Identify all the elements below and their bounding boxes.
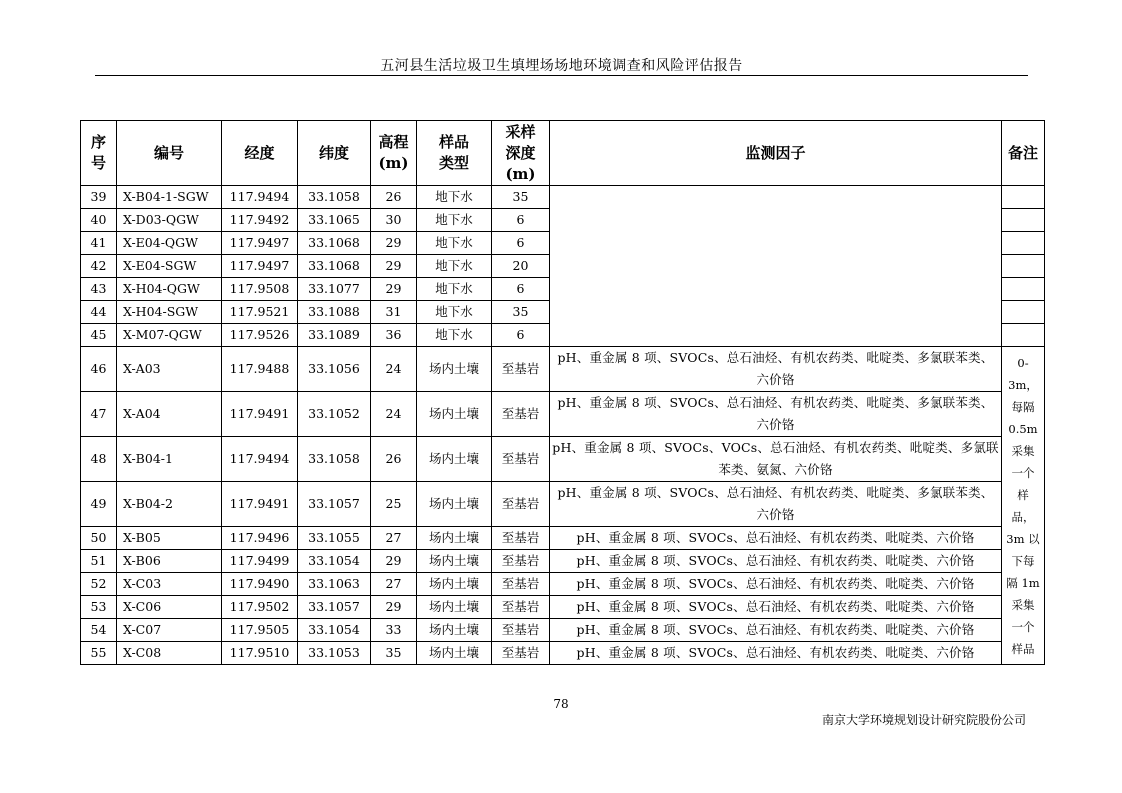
cell-type: 地下水 [417, 324, 492, 347]
cell-note-empty [1002, 324, 1045, 347]
cell-lat: 33.1088 [298, 301, 371, 324]
cell-lat: 33.1054 [298, 550, 371, 573]
cell-seq: 50 [81, 527, 117, 550]
cell-lat: 33.1052 [298, 392, 371, 437]
cell-elev: 29 [371, 278, 417, 301]
table-row [81, 392, 1045, 437]
cell-type: 场内土壤 [417, 642, 492, 665]
cell-depth: 6 [492, 232, 550, 255]
cell-seq: 39 [81, 186, 117, 209]
cell-seq: 45 [81, 324, 117, 347]
cell-seq: 43 [81, 278, 117, 301]
table-row [81, 642, 1045, 665]
cell-note-empty [1002, 278, 1045, 301]
cell-elev: 24 [371, 392, 417, 437]
cell-lat: 33.1054 [298, 619, 371, 642]
cell-code: X-C03 [117, 573, 222, 596]
cell-type: 场内土壤 [417, 482, 492, 527]
cell-factors-empty [550, 186, 1002, 347]
cell-lat: 33.1065 [298, 209, 371, 232]
table-row [81, 437, 1045, 482]
cell-type: 场内土壤 [417, 437, 492, 482]
cell-lon: 117.9510 [222, 642, 298, 665]
cell-seq: 47 [81, 392, 117, 437]
cell-elev: 29 [371, 596, 417, 619]
cell-elev: 27 [371, 527, 417, 550]
cell-lat: 33.1056 [298, 347, 371, 392]
cell-lat: 33.1077 [298, 278, 371, 301]
cell-depth: 至基岩 [492, 392, 550, 437]
cell-lon: 117.9497 [222, 255, 298, 278]
cell-code: X-B05 [117, 527, 222, 550]
cell-type: 场内土壤 [417, 347, 492, 392]
col-header-lon: 经度 [222, 121, 298, 186]
cell-code: X-A03 [117, 347, 222, 392]
cell-lat: 33.1058 [298, 186, 371, 209]
cell-lon: 117.9526 [222, 324, 298, 347]
cell-elev: 29 [371, 232, 417, 255]
cell-type: 场内土壤 [417, 550, 492, 573]
cell-factors: pH、重金属 8 项、SVOCs、总石油烃、有机农药类、吡啶类、六价铬 [550, 619, 1002, 642]
cell-elev: 30 [371, 209, 417, 232]
cell-depth: 至基岩 [492, 347, 550, 392]
table-row [81, 186, 1045, 209]
cell-seq: 52 [81, 573, 117, 596]
cell-factors: pH、重金属 8 项、SVOCs、总石油烃、有机农药类、吡啶类、六价铬 [550, 573, 1002, 596]
col-header-lat: 纬度 [298, 121, 371, 186]
cell-type: 地下水 [417, 209, 492, 232]
cell-seq: 51 [81, 550, 117, 573]
page-header-title: 五河县生活垃圾卫生填埋场场地环境调查和风险评估报告 [380, 58, 743, 74]
sampling-table [80, 120, 1045, 665]
table-row [81, 482, 1045, 527]
cell-note: 0- 3m， 每隔 0.5m 采集 一个 样 品， 3m 以 下每 隔 1m 采集 一个 样品 [1002, 347, 1045, 665]
footer-organization: 南京大学环境规划设计研究院股份公司 [821, 713, 1026, 727]
cell-depth: 至基岩 [492, 482, 550, 527]
cell-depth: 35 [492, 301, 550, 324]
cell-code: X-D03-QGW [117, 209, 222, 232]
cell-elev: 36 [371, 324, 417, 347]
table-row [81, 347, 1045, 392]
cell-note-empty [1002, 232, 1045, 255]
cell-elev: 24 [371, 347, 417, 392]
cell-factors: pH、重金属 8 项、SVOCs、总石油烃、有机农药类、吡啶类、六价铬 [550, 527, 1002, 550]
cell-code: X-M07-QGW [117, 324, 222, 347]
cell-lat: 33.1057 [298, 482, 371, 527]
table-row [81, 573, 1045, 596]
cell-code: X-H04-QGW [117, 278, 222, 301]
cell-code: X-C08 [117, 642, 222, 665]
cell-code: X-B04-2 [117, 482, 222, 527]
cell-elev: 25 [371, 482, 417, 527]
cell-lat: 33.1055 [298, 527, 371, 550]
cell-seq: 53 [81, 596, 117, 619]
cell-code: X-E04-SGW [117, 255, 222, 278]
header-divider [95, 75, 1028, 76]
cell-lat: 33.1053 [298, 642, 371, 665]
cell-type: 场内土壤 [417, 573, 492, 596]
cell-factors: pH、重金属 8 项、SVOCs、VOCs、总石油烃、有机农药类、吡啶类、多氯联苯类、氨氮、六价铬 [550, 437, 1002, 482]
cell-lon: 117.9497 [222, 232, 298, 255]
cell-lon: 117.9521 [222, 301, 298, 324]
col-header-factors: 监测因子 [550, 121, 1002, 186]
cell-depth: 至基岩 [492, 527, 550, 550]
cell-lon: 117.9505 [222, 619, 298, 642]
cell-code: X-H04-SGW [117, 301, 222, 324]
cell-lon: 117.9496 [222, 527, 298, 550]
cell-lon: 117.9492 [222, 209, 298, 232]
page-number: 78 [553, 697, 569, 711]
cell-elev: 27 [371, 573, 417, 596]
cell-elev: 31 [371, 301, 417, 324]
cell-code: X-C07 [117, 619, 222, 642]
cell-elev: 26 [371, 437, 417, 482]
cell-elev: 35 [371, 642, 417, 665]
cell-note-empty [1002, 301, 1045, 324]
table-row [81, 527, 1045, 550]
cell-code: X-B04-1 [117, 437, 222, 482]
cell-lon: 117.9499 [222, 550, 298, 573]
cell-code: X-A04 [117, 392, 222, 437]
col-header-type: 样品 类型 [417, 121, 492, 186]
cell-factors: pH、重金属 8 项、SVOCs、总石油烃、有机农药类、吡啶类、六价铬 [550, 642, 1002, 665]
table-row [81, 550, 1045, 573]
cell-seq: 55 [81, 642, 117, 665]
cell-seq: 46 [81, 347, 117, 392]
cell-seq: 44 [81, 301, 117, 324]
cell-seq: 54 [81, 619, 117, 642]
cell-depth: 6 [492, 278, 550, 301]
cell-code: X-B06 [117, 550, 222, 573]
cell-factors: pH、重金属 8 项、SVOCs、总石油烃、有机农药类、吡啶类、多氯联苯类、六价铬 [550, 482, 1002, 527]
cell-lon: 117.9488 [222, 347, 298, 392]
cell-type: 场内土壤 [417, 596, 492, 619]
cell-lon: 117.9508 [222, 278, 298, 301]
cell-lon: 117.9491 [222, 392, 298, 437]
cell-depth: 至基岩 [492, 437, 550, 482]
cell-note-empty [1002, 186, 1045, 209]
cell-code: X-C06 [117, 596, 222, 619]
cell-lat: 33.1057 [298, 596, 371, 619]
cell-elev: 26 [371, 186, 417, 209]
cell-lat: 33.1068 [298, 255, 371, 278]
cell-depth: 6 [492, 324, 550, 347]
cell-type: 地下水 [417, 232, 492, 255]
cell-factors: pH、重金属 8 项、SVOCs、总石油烃、有机农药类、吡啶类、多氯联苯类、六价铬 [550, 347, 1002, 392]
cell-seq: 42 [81, 255, 117, 278]
cell-lon: 117.9491 [222, 482, 298, 527]
cell-lon: 117.9494 [222, 437, 298, 482]
cell-factors: pH、重金属 8 项、SVOCs、总石油烃、有机农药类、吡啶类、多氯联苯类、六价铬 [550, 392, 1002, 437]
cell-code: X-B04-1-SGW [117, 186, 222, 209]
cell-note-empty [1002, 255, 1045, 278]
cell-factors: pH、重金属 8 项、SVOCs、总石油烃、有机农药类、吡啶类、六价铬 [550, 596, 1002, 619]
cell-lon: 117.9490 [222, 573, 298, 596]
cell-seq: 41 [81, 232, 117, 255]
table-row [81, 596, 1045, 619]
cell-lat: 33.1089 [298, 324, 371, 347]
col-header-seq: 序 号 [81, 121, 117, 186]
cell-elev: 29 [371, 550, 417, 573]
cell-seq: 48 [81, 437, 117, 482]
col-header-elev: 高程 (m) [371, 121, 417, 186]
cell-depth: 至基岩 [492, 642, 550, 665]
col-header-note: 备注 [1002, 121, 1045, 186]
cell-depth: 至基岩 [492, 596, 550, 619]
cell-type: 地下水 [417, 186, 492, 209]
cell-type: 场内土壤 [417, 619, 492, 642]
cell-seq: 49 [81, 482, 117, 527]
cell-lat: 33.1068 [298, 232, 371, 255]
cell-seq: 40 [81, 209, 117, 232]
cell-type: 地下水 [417, 301, 492, 324]
cell-elev: 33 [371, 619, 417, 642]
cell-type: 场内土壤 [417, 392, 492, 437]
table-row [81, 619, 1045, 642]
cell-elev: 29 [371, 255, 417, 278]
cell-lon: 117.9494 [222, 186, 298, 209]
cell-note-empty [1002, 209, 1045, 232]
cell-depth: 20 [492, 255, 550, 278]
col-header-code: 编号 [117, 121, 222, 186]
cell-depth: 至基岩 [492, 573, 550, 596]
cell-factors: pH、重金属 8 项、SVOCs、总石油烃、有机农药类、吡啶类、六价铬 [550, 550, 1002, 573]
cell-lat: 33.1058 [298, 437, 371, 482]
cell-depth: 至基岩 [492, 550, 550, 573]
cell-depth: 35 [492, 186, 550, 209]
cell-type: 地下水 [417, 278, 492, 301]
cell-type: 场内土壤 [417, 527, 492, 550]
cell-lat: 33.1063 [298, 573, 371, 596]
cell-lon: 117.9502 [222, 596, 298, 619]
cell-depth: 6 [492, 209, 550, 232]
cell-type: 地下水 [417, 255, 492, 278]
cell-code: X-E04-QGW [117, 232, 222, 255]
table-header-row [81, 121, 1045, 186]
cell-depth: 至基岩 [492, 619, 550, 642]
col-header-depth: 采样 深度 (m) [492, 121, 550, 186]
